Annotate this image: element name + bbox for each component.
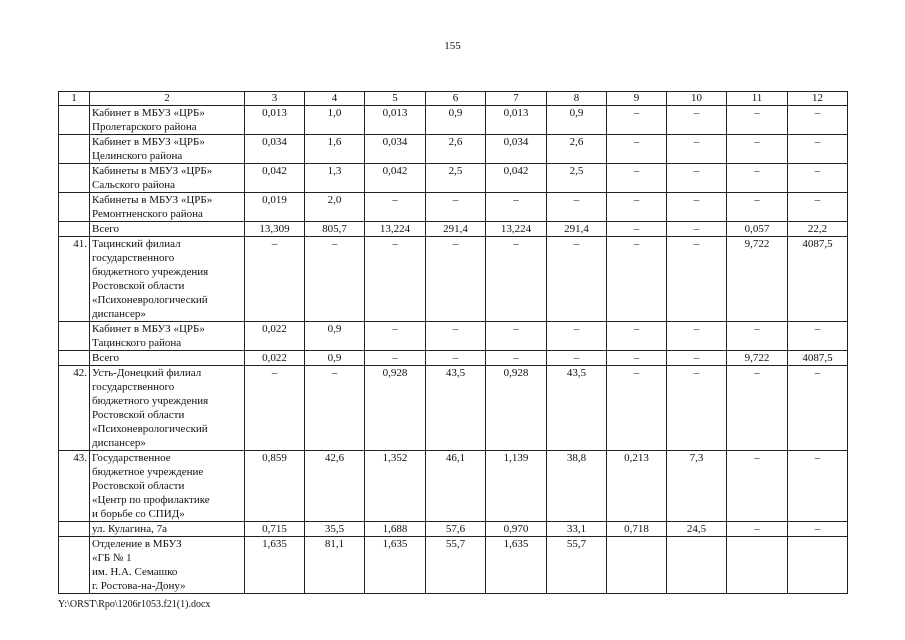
institution-name: [90, 222, 245, 237]
row-number: [59, 135, 90, 164]
table-row: [59, 222, 848, 237]
institution-name-line: и борьбе со СПИД»: [92, 508, 185, 520]
value-cell: –: [667, 135, 727, 164]
value-cell: 0,9: [305, 322, 365, 351]
value-cell: 43,5: [547, 366, 607, 451]
value-cell: 0,013: [365, 106, 426, 135]
data-table: [58, 91, 848, 594]
institution-name-line: бюджетное учреждение: [92, 466, 204, 478]
value-cell: 13,224: [365, 222, 426, 237]
value-cell: 0,022: [245, 351, 305, 366]
row-number: [59, 222, 90, 237]
value-cell: –: [788, 451, 848, 522]
value-cell: 81,1: [305, 537, 365, 594]
value-cell: –: [607, 366, 667, 451]
table-row: [59, 451, 848, 522]
value-cell: –: [727, 106, 788, 135]
value-cell: 13,309: [245, 222, 305, 237]
institution-name: [90, 366, 245, 451]
table-row: [59, 522, 848, 537]
table-row: [59, 537, 848, 594]
institution-name-line: диспансер»: [92, 308, 146, 320]
value-cell: 0,013: [486, 106, 547, 135]
value-cell: 0,042: [486, 164, 547, 193]
value-cell: 1,3: [305, 164, 365, 193]
value-cell: –: [727, 522, 788, 537]
institution-name-line: Всего: [92, 223, 119, 235]
value-cell: –: [305, 237, 365, 322]
value-cell: –: [365, 237, 426, 322]
value-cell: 0,034: [365, 135, 426, 164]
value-cell: [667, 537, 727, 594]
value-cell: –: [607, 237, 667, 322]
value-cell: 0,057: [727, 222, 788, 237]
institution-name-line: Кабинет в МБУЗ «ЦРБ»: [92, 136, 205, 148]
value-cell: 1,139: [486, 451, 547, 522]
institution-name: [90, 106, 245, 135]
value-cell: –: [788, 135, 848, 164]
value-cell: 43,5: [426, 366, 486, 451]
row-number: 43.: [59, 451, 90, 522]
value-cell: 291,4: [547, 222, 607, 237]
value-cell: 0,928: [486, 366, 547, 451]
institution-name: [90, 237, 245, 322]
value-cell: –: [667, 106, 727, 135]
value-cell: –: [667, 351, 727, 366]
institution-name-line: Отделение в МБУЗ: [92, 538, 182, 550]
value-cell: –: [245, 366, 305, 451]
value-cell: –: [727, 164, 788, 193]
value-cell: –: [426, 193, 486, 222]
value-cell: 0,9: [547, 106, 607, 135]
value-cell: –: [486, 351, 547, 366]
value-cell: 33,1: [547, 522, 607, 537]
value-cell: 4087,5: [788, 237, 848, 322]
institution-name-line: «Психоневрологический: [92, 423, 208, 435]
row-number: [59, 164, 90, 193]
header-cell: 4: [305, 92, 365, 106]
value-cell: 1,0: [305, 106, 365, 135]
value-cell: –: [788, 193, 848, 222]
value-cell: –: [788, 366, 848, 451]
institution-name-line: им. Н.А. Семашко: [92, 566, 178, 578]
value-cell: 55,7: [547, 537, 607, 594]
value-cell: –: [607, 322, 667, 351]
institution-name-line: Ростовской области: [92, 480, 185, 492]
institution-name: [90, 164, 245, 193]
value-cell: [727, 537, 788, 594]
value-cell: 2,6: [547, 135, 607, 164]
row-number: [59, 537, 90, 594]
value-cell: –: [245, 237, 305, 322]
row-number: [59, 322, 90, 351]
institution-name-line: ул. Кулагина, 7а: [92, 523, 167, 535]
institution-name-line: «ГБ № 1: [92, 552, 132, 564]
footer-file-path: Y:\ORST\Rpo\1206r1053.f21(1).docx: [58, 599, 211, 610]
value-cell: –: [667, 322, 727, 351]
header-cell: 1: [59, 92, 90, 106]
institution-name-line: Кабинеты в МБУЗ «ЦРБ»: [92, 165, 213, 177]
value-cell: –: [788, 322, 848, 351]
value-cell: –: [607, 164, 667, 193]
value-cell: 0,042: [245, 164, 305, 193]
value-cell: –: [426, 351, 486, 366]
value-cell: 0,715: [245, 522, 305, 537]
value-cell: 46,1: [426, 451, 486, 522]
header-cell: 5: [365, 92, 426, 106]
value-cell: 7,3: [667, 451, 727, 522]
institution-name-line: Сальского района: [92, 179, 176, 191]
row-number: [59, 193, 90, 222]
value-cell: –: [486, 322, 547, 351]
header-cell: 9: [607, 92, 667, 106]
value-cell: –: [607, 222, 667, 237]
value-cell: 1,635: [486, 537, 547, 594]
institution-name: [90, 522, 245, 537]
value-cell: 9,722: [727, 237, 788, 322]
value-cell: 4087,5: [788, 351, 848, 366]
row-number: [59, 522, 90, 537]
header-cell: 6: [426, 92, 486, 106]
value-cell: –: [426, 237, 486, 322]
value-cell: 0,013: [245, 106, 305, 135]
value-cell: –: [727, 193, 788, 222]
value-cell: –: [365, 193, 426, 222]
value-cell: 57,6: [426, 522, 486, 537]
institution-name: [90, 537, 245, 594]
value-cell: 0,9: [426, 106, 486, 135]
table-row: [59, 106, 848, 135]
value-cell: 0,042: [365, 164, 426, 193]
value-cell: –: [547, 237, 607, 322]
institution-name-line: Всего: [92, 352, 119, 364]
value-cell: 42,6: [305, 451, 365, 522]
value-cell: 0,928: [365, 366, 426, 451]
value-cell: 38,8: [547, 451, 607, 522]
value-cell: 0,034: [486, 135, 547, 164]
institution-name: [90, 351, 245, 366]
value-cell: –: [547, 351, 607, 366]
value-cell: 2,5: [547, 164, 607, 193]
value-cell: [607, 537, 667, 594]
header-cell: 10: [667, 92, 727, 106]
value-cell: –: [667, 222, 727, 237]
row-number: [59, 351, 90, 366]
row-number: 41.: [59, 237, 90, 322]
institution-name-line: Тацинского района: [92, 337, 182, 349]
row-number: [59, 106, 90, 135]
institution-name-line: Кабинет в МБУЗ «ЦРБ»: [92, 107, 205, 119]
value-cell: –: [667, 366, 727, 451]
value-cell: 0,019: [245, 193, 305, 222]
value-cell: –: [607, 193, 667, 222]
value-cell: 2,0: [305, 193, 365, 222]
value-cell: –: [667, 164, 727, 193]
value-cell: –: [667, 237, 727, 322]
table-row: [59, 164, 848, 193]
value-cell: 805,7: [305, 222, 365, 237]
value-cell: –: [788, 106, 848, 135]
header-row: [59, 92, 848, 106]
value-cell: 0,022: [245, 322, 305, 351]
value-cell: 0,034: [245, 135, 305, 164]
value-cell: –: [727, 322, 788, 351]
table-row: [59, 351, 848, 366]
value-cell: –: [607, 135, 667, 164]
institution-name: [90, 322, 245, 351]
value-cell: –: [426, 322, 486, 351]
header-cell: 2: [90, 92, 245, 106]
value-cell: –: [788, 522, 848, 537]
value-cell: –: [365, 322, 426, 351]
header-cell: 12: [788, 92, 848, 106]
value-cell: 1,6: [305, 135, 365, 164]
value-cell: 0,213: [607, 451, 667, 522]
value-cell: 291,4: [426, 222, 486, 237]
row-number: 42.: [59, 366, 90, 451]
header-cell: 8: [547, 92, 607, 106]
institution-name-line: государственного: [92, 252, 175, 264]
institution-name-line: «Центр по профилактике: [92, 494, 210, 506]
institution-name-line: «Психоневрологический: [92, 294, 208, 306]
value-cell: –: [607, 106, 667, 135]
table-row: [59, 366, 848, 451]
value-cell: 13,224: [486, 222, 547, 237]
value-cell: 24,5: [667, 522, 727, 537]
institution-name-line: Ростовской области: [92, 280, 185, 292]
value-cell: 1,635: [245, 537, 305, 594]
institution-name: [90, 135, 245, 164]
institution-name-line: Государственное: [92, 452, 171, 464]
value-cell: 1,352: [365, 451, 426, 522]
value-cell: 0,970: [486, 522, 547, 537]
value-cell: 55,7: [426, 537, 486, 594]
value-cell: 35,5: [305, 522, 365, 537]
institution-name-line: Ростовской области: [92, 409, 185, 421]
value-cell: 1,688: [365, 522, 426, 537]
institution-name-line: бюджетного учреждения: [92, 395, 209, 407]
institution-name-line: Тацинский филиал: [92, 238, 181, 250]
institution-name-line: Пролетарского района: [92, 121, 197, 133]
value-cell: –: [727, 451, 788, 522]
institution-name-line: Ремонтненского района: [92, 208, 203, 220]
institution-name-line: г. Ростова-на-Дону»: [92, 580, 186, 592]
value-cell: 2,5: [426, 164, 486, 193]
value-cell: –: [305, 366, 365, 451]
value-cell: –: [667, 193, 727, 222]
value-cell: 0,718: [607, 522, 667, 537]
header-cell: 7: [486, 92, 547, 106]
value-cell: –: [486, 193, 547, 222]
institution-name-line: государственного: [92, 381, 175, 393]
value-cell: 2,6: [426, 135, 486, 164]
value-cell: –: [547, 322, 607, 351]
value-cell: 9,722: [727, 351, 788, 366]
header-cell: 11: [727, 92, 788, 106]
table-row: [59, 135, 848, 164]
value-cell: 0,9: [305, 351, 365, 366]
institution-name: [90, 451, 245, 522]
institution-name-line: Целинского района: [92, 150, 183, 162]
value-cell: [788, 537, 848, 594]
value-cell: 1,635: [365, 537, 426, 594]
value-cell: 22,2: [788, 222, 848, 237]
value-cell: –: [547, 193, 607, 222]
institution-name: [90, 193, 245, 222]
institution-name-line: Усть-Донецкий филиал: [92, 367, 202, 379]
value-cell: –: [727, 135, 788, 164]
value-cell: –: [788, 164, 848, 193]
institution-name-line: Кабинет в МБУЗ «ЦРБ»: [92, 323, 205, 335]
value-cell: –: [365, 351, 426, 366]
institution-name-line: бюджетного учреждения: [92, 266, 209, 278]
header-cell: 3: [245, 92, 305, 106]
institution-name-line: диспансер»: [92, 437, 146, 449]
institution-name-line: Кабинеты в МБУЗ «ЦРБ»: [92, 194, 213, 206]
table-row: [59, 237, 848, 322]
page-number: 155: [444, 40, 461, 52]
value-cell: –: [727, 366, 788, 451]
value-cell: –: [607, 351, 667, 366]
table-row: [59, 193, 848, 222]
table-row: [59, 322, 848, 351]
value-cell: 0,859: [245, 451, 305, 522]
value-cell: –: [486, 237, 547, 322]
